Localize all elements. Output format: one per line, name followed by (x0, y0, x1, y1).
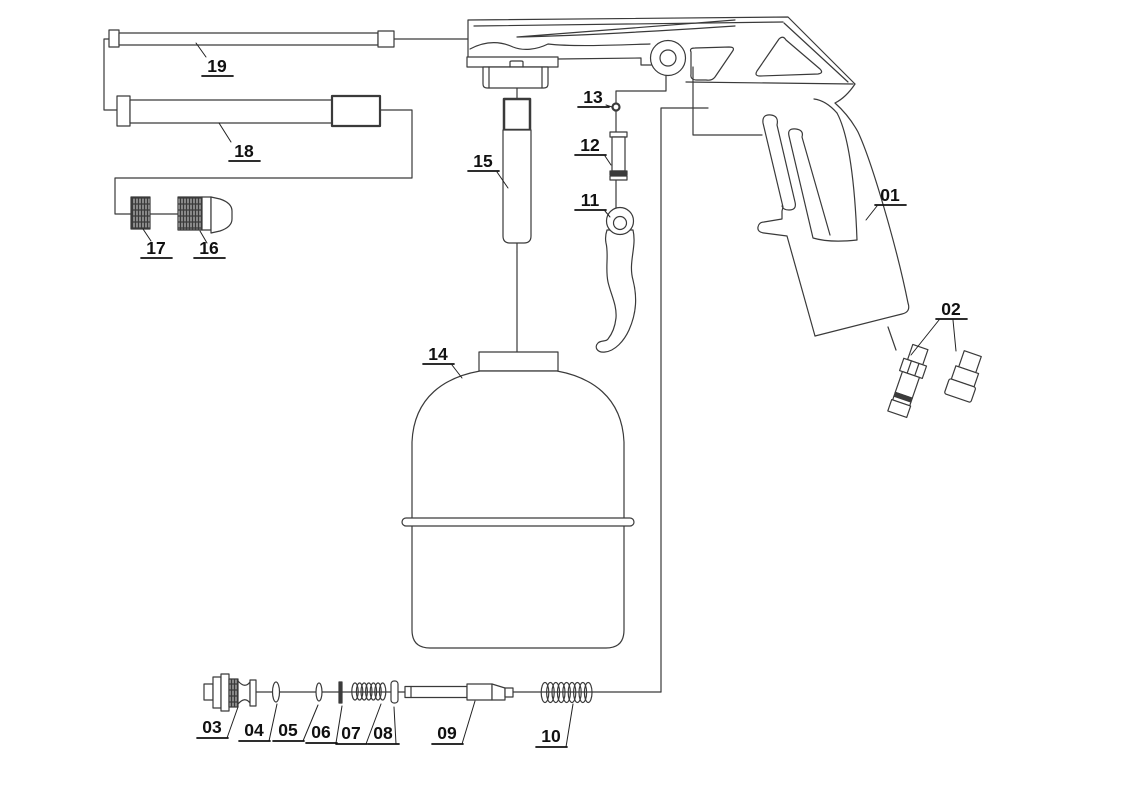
part-18-label: 18 (234, 141, 254, 161)
part-02-label: 02 (941, 299, 961, 319)
part-06-label: 06 (311, 722, 331, 742)
part-03-valve-body (204, 674, 256, 711)
part-16-label: 16 (199, 238, 219, 258)
part-10-label: 10 (541, 726, 561, 746)
part-15-label: 15 (473, 151, 493, 171)
muzzle-cap (467, 57, 558, 67)
part-13-label: 13 (583, 87, 603, 107)
part-12-valve-stem (610, 132, 627, 180)
part-01-label: 01 (880, 185, 900, 205)
part-06-shim (339, 682, 342, 703)
part-11-label: 11 (580, 190, 600, 210)
part-18-extension-tube (117, 96, 380, 126)
part-05-label: 05 (278, 720, 298, 740)
part-04-washer (273, 682, 280, 702)
part-09-label: 09 (437, 723, 457, 743)
part-02-fitting-b (944, 349, 986, 403)
part-07-label: 07 (341, 723, 361, 743)
part-16-nozzle-cone (178, 197, 232, 233)
part-19-label: 19 (207, 56, 227, 76)
part-14-label: 14 (428, 344, 448, 364)
pivot-hole (660, 50, 676, 66)
part-01-gun-body (467, 17, 909, 336)
part-05-washer (316, 683, 322, 701)
part-03-label: 03 (202, 717, 222, 737)
part-04-label: 04 (244, 720, 264, 740)
cup-ring (402, 518, 634, 526)
part-17-knurled-nut (131, 197, 150, 229)
part-08-label: 08 (373, 723, 393, 743)
part-02-fitting-a (886, 343, 932, 418)
body-cutout-sliver (691, 47, 734, 80)
part-13-ball (613, 104, 620, 111)
part-14-paint-cup (402, 352, 634, 648)
part-08-seal (391, 681, 398, 703)
part-17-label: 17 (146, 238, 166, 258)
part-19-extension-tube (109, 30, 394, 47)
part-12-label: 12 (580, 135, 600, 155)
part-09-needle-rod (405, 684, 513, 700)
part-11-trigger (596, 208, 635, 353)
body-cutout-triangle (756, 37, 822, 76)
part-15-suction-tube (503, 99, 531, 243)
